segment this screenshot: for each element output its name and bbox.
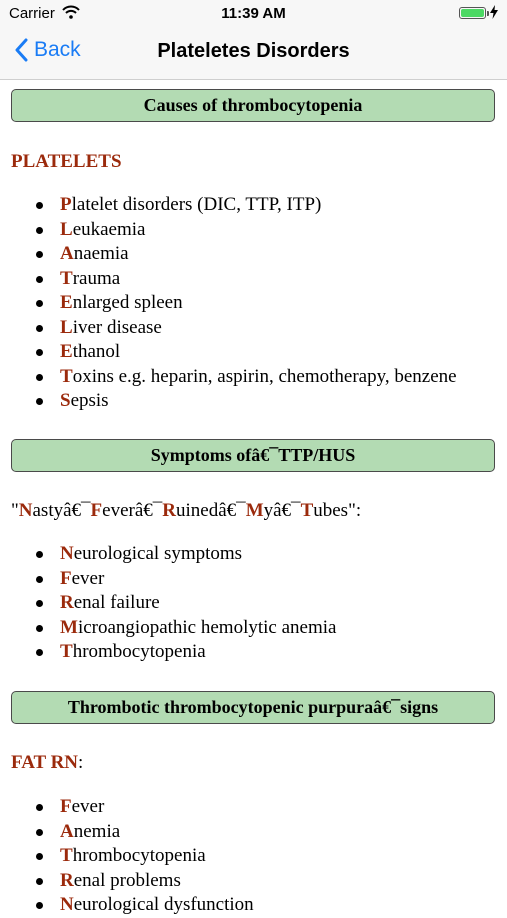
navigation-bar	[0, 28, 507, 80]
causes-list	[33, 193, 457, 414]
list-item: Anaemia	[33, 242, 457, 267]
battery-cap	[487, 11, 489, 16]
section-header-causes: Causes of thrombocytopenia	[11, 89, 495, 122]
signs-list	[33, 795, 254, 918]
list-item: Trauma	[33, 267, 457, 292]
mnemonic-label-platelets	[11, 151, 122, 173]
list-item: Sepsis	[33, 389, 457, 414]
list-item: Leukaemia	[33, 218, 457, 243]
mnemonic-word: PLATELETS	[11, 151, 122, 172]
list-item: Enlarged spleen	[33, 291, 457, 316]
list-item: Anemia	[33, 820, 254, 845]
charging-icon	[490, 5, 498, 22]
list-item: Neurological symptoms	[33, 542, 336, 567]
status-bar	[0, 0, 507, 28]
list-item: Fever	[33, 567, 336, 592]
status-time: 11:39 AM	[221, 5, 286, 22]
list-item: Fever	[33, 795, 254, 820]
list-item: Thrombocytopenia	[33, 844, 254, 869]
list-item: Neurological dysfunction	[33, 893, 254, 918]
section-header-ttp-signs: Thrombotic thrombocytopenic purpuraâ€¯signs	[11, 691, 495, 724]
mnemonic-phrase: "Nastyâ€¯Feverâ€¯Ruinedâ€¯Myâ€¯Tubes":	[11, 500, 362, 521]
battery-icon	[459, 7, 486, 19]
list-item: Toxins e.g. heparin, aspirin, chemotherapy, benzene	[33, 365, 457, 390]
list-item: Liver disease	[33, 316, 457, 341]
carrier-label: Carrier	[9, 5, 55, 22]
section-header-symptoms: Symptoms ofâ€¯TTP/HUS	[11, 439, 495, 472]
list-item: Microangiopathic hemolytic anemia	[33, 616, 336, 641]
list-item: Thrombocytopenia	[33, 640, 336, 665]
symptoms-list	[33, 542, 336, 665]
list-item: Renal problems	[33, 869, 254, 894]
list-item: Ethanol	[33, 340, 457, 365]
mnemonic-label-fatrn	[11, 752, 83, 774]
mnemonic-suffix: :	[78, 752, 84, 773]
back-label: Back	[34, 38, 81, 61]
page-title: Plateletes Disorders	[157, 40, 350, 62]
list-item: Renal failure	[33, 591, 336, 616]
mnemonic-word: FAT RN	[11, 752, 79, 773]
list-item: Platelet disorders (DIC, TTP, ITP)	[33, 193, 457, 218]
